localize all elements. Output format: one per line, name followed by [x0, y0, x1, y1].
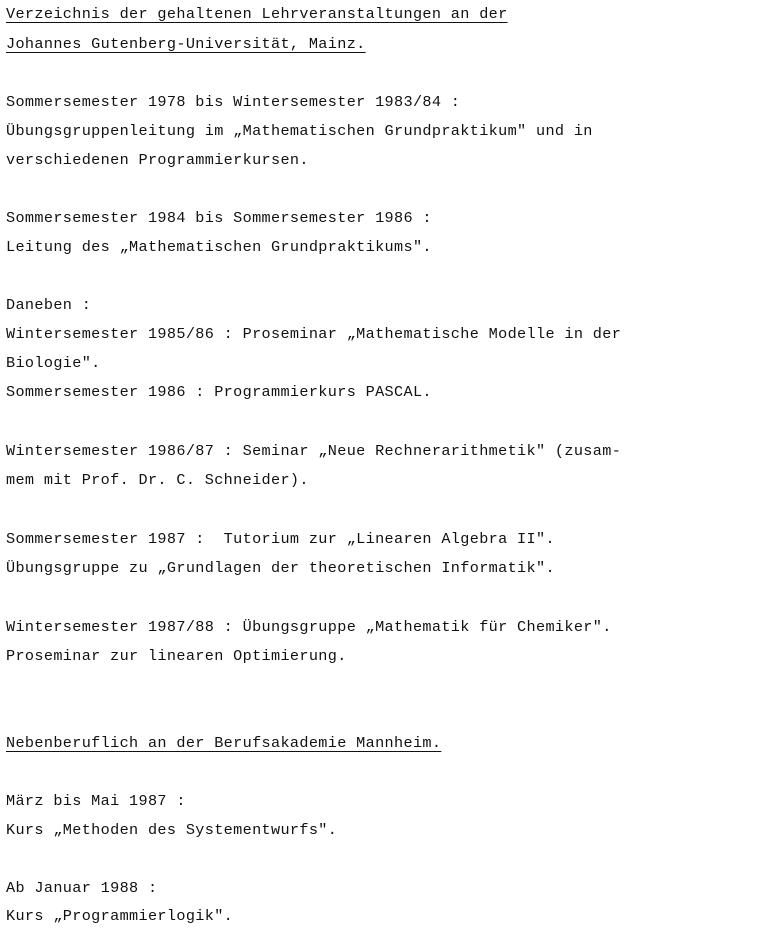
text-line: Kurs „Methoden des Systementwurfs". — [6, 821, 338, 839]
heading-line-2: Johannes Gutenberg-Universität, Mainz. — [6, 35, 366, 53]
text-line: Proseminar zur linearen Optimierung. — [6, 647, 347, 665]
text-line: Übungsgruppe zu „Grundlagen der theoretischen Informatik". — [6, 559, 555, 577]
text-line: Sommersemester 1984 bis Sommersemester 1986 : — [6, 209, 432, 227]
text-line: Wintersemester 1987/88 : Übungsgruppe „Mathematik für Chemiker". — [6, 618, 612, 636]
section-heading: Nebenberuflich an der Berufsakademie Mannheim. — [6, 734, 442, 752]
text-line: Sommersemester 1987 : Tutorium zur „Linearen Algebra II". — [6, 530, 555, 548]
text-line: Wintersemester 1986/87 : Seminar „Neue Rechnerarithmetik" (zusam- — [6, 442, 622, 460]
text-line: Daneben : — [6, 296, 92, 314]
text-line: Kurs „Programmierlogik". — [6, 907, 234, 925]
text-line: Sommersemester 1986 : Programmierkurs PASCAL. — [6, 383, 432, 401]
text-line: Biologie". — [6, 354, 101, 372]
text-line: verschiedenen Programmierkursen. — [6, 151, 309, 169]
heading-line-1: Verzeichnis der gehaltenen Lehrveranstaltungen an der — [6, 5, 508, 23]
text-line: Übungsgruppenleitung im „Mathematischen Grundpraktikum" und in — [6, 122, 593, 140]
text-line: Sommersemester 1978 bis Wintersemester 1983/84 : — [6, 93, 461, 111]
text-line: Wintersemester 1985/86 : Proseminar „Mathematische Modelle in der — [6, 325, 622, 343]
text-line: Leitung des „Mathematischen Grundpraktikums". — [6, 238, 432, 256]
text-line: Ab Januar 1988 : — [6, 879, 158, 897]
text-line: mem mit Prof. Dr. C. Schneider). — [6, 471, 309, 489]
text-line: März bis Mai 1987 : — [6, 792, 186, 810]
